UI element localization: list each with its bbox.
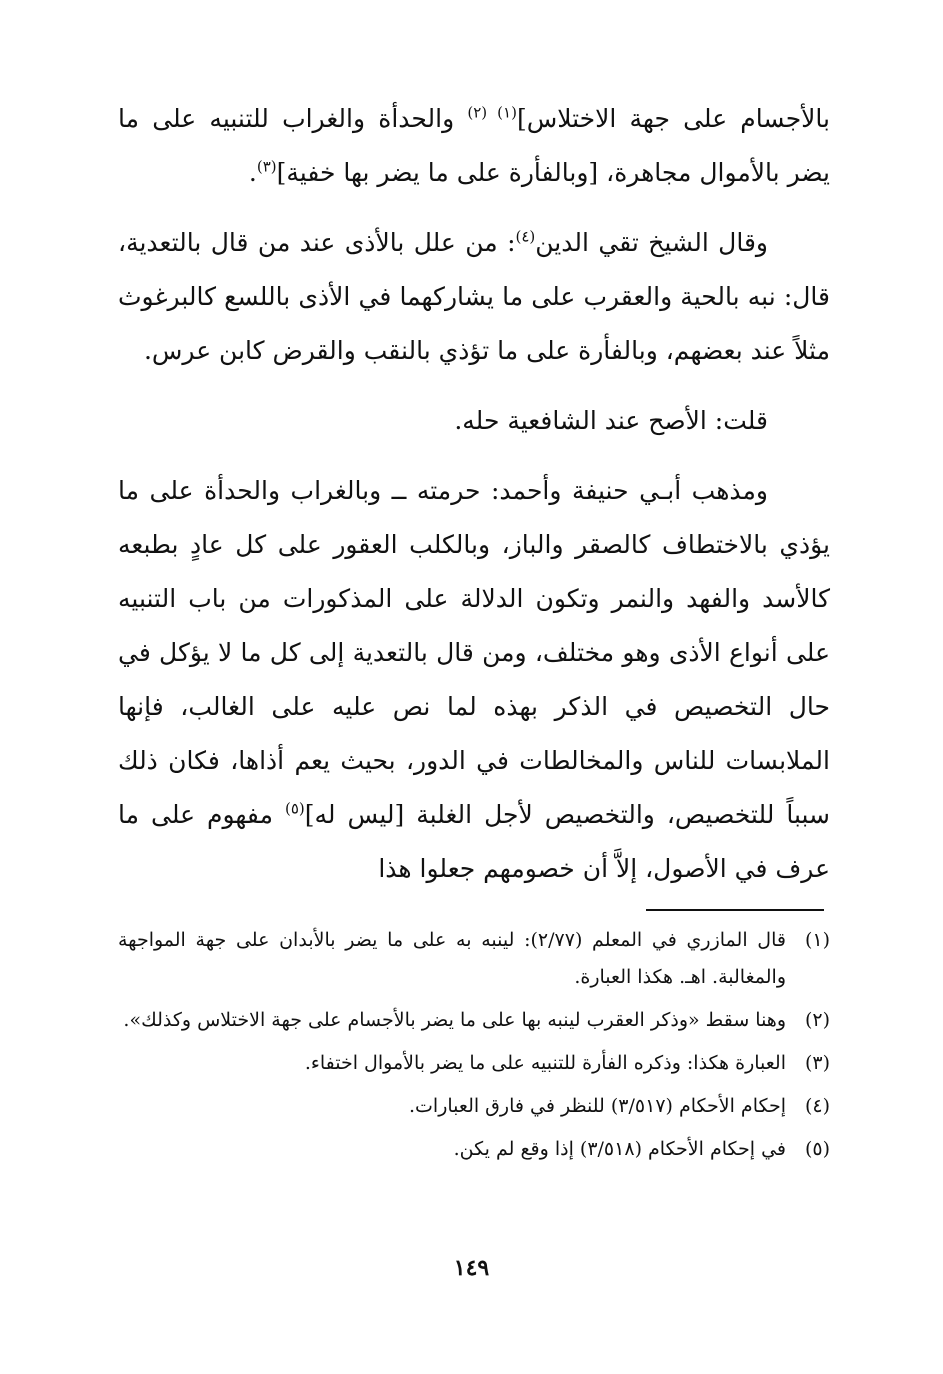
footnote-ref-1-2[interactable]: (١) (٢) — [467, 103, 517, 122]
footnote-text: وهنا سقط «وذكر العقرب لينبه بها على ما يضر بالأجسام على جهة الاختلاس وكذلك». — [123, 1009, 786, 1031]
footnote-text: إحكام الأحكام (٣/٥١٧) للنظر في فارق العبارات. — [409, 1095, 786, 1117]
paragraph-1-text-a: بالأجسام على جهة الاختلاس] — [516, 104, 830, 133]
footnote-3 — [118, 1045, 830, 1082]
footnote-text: العبارة هكذا: وذكره الفأرة للتنبيه على ما يضر بالأموال اختفاء. — [304, 1052, 786, 1074]
footnote-text: قال المازري في المعلم (٢/٧٧): لينبه به على ما يضر بالأبدان على جهة المواجهة والمغالبة. اهـ. هكذا العبارة. — [118, 929, 786, 988]
footnote-ref-4[interactable]: (٤) — [515, 227, 536, 246]
paragraph-4-text-b: مفهوم على ما عرف في الأصول، إلاَّ أن خصومهم جعلوا هذا — [118, 800, 830, 883]
main-text — [118, 92, 830, 896]
paragraph-3 — [118, 394, 830, 448]
footnote-ref-5[interactable]: (٥) — [284, 799, 305, 818]
paragraph-2-text-a: وقال الشيخ تقي الدين — [535, 228, 768, 257]
paragraph-1 — [118, 92, 830, 200]
footnote-number: (٥) — [804, 1138, 830, 1160]
footnote-number: (٤) — [804, 1095, 830, 1117]
footnote-4 — [118, 1088, 830, 1125]
footnote-text: في إحكام الأحكام (٣/٥١٨) إذا وقع لم يكن. — [453, 1138, 786, 1160]
page-number: ١٤٩ — [453, 1255, 490, 1281]
footnote-2 — [118, 1002, 830, 1039]
footnote-number: (١) — [804, 929, 830, 951]
footnotes — [118, 922, 830, 1174]
paragraph-1-text-b: والحدأة والغراب للتنبيه على ما يضر بالأموال مجاهرة، [وبالفأرة على ما يضر بها خفية] — [118, 104, 830, 187]
paragraph-1-text-c: . — [248, 158, 257, 187]
paragraph-4-text-a: ومذهب أبـي حنيفة وأحمد: حرمته ــ وبالغراب والحدأة على ما يؤذي بالاختطاف كالصقر والباز، وبالكلب العقور على كل عادٍ بطبعه كالأسد والفهد والنمر وتكون الدلالة على المذكورات من باب التنبيه على أنواع الأذى وهو مختلف، ومن قال بالتعدية إلى كل ما لا يؤكل في حال التخصيص في الذكر بهذه لما نص عليه على الغالب، فإنها الملابسات للناس والمخالطات في الدور، بحيث يعم أذاها، فكان ذلك سبباً للتخصيص، والتخصيص لأجل الغلبة [ليس له] — [118, 476, 830, 829]
footnote-separator — [646, 909, 824, 911]
paragraph-3-text: قلت: الأصح عند الشافعية حله. — [454, 406, 768, 435]
paragraph-2 — [118, 216, 830, 378]
footnote-number: (٣) — [804, 1052, 830, 1074]
footnote-5 — [118, 1131, 830, 1168]
footnote-number: (٢) — [804, 1009, 830, 1031]
paragraph-4 — [118, 464, 830, 896]
paragraph-2-text-b: : من علل بالأذى عند من قال بالتعدية، قال: نبه بالحية والعقرب على ما يشاركهما في الأذى باللسع كالبرغوث مثلاً عند بعضهم، وبالفأرة على ما تؤذي بالنقب والقرض كابن عرس. — [118, 228, 830, 365]
footnote-1 — [118, 922, 830, 996]
footnote-ref-3[interactable]: (٣) — [256, 157, 277, 176]
